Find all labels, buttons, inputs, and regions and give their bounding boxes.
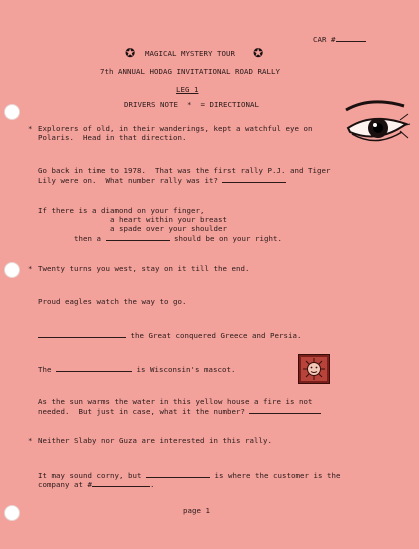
clue-5: Proud eagles watch the way to go. (38, 297, 187, 306)
answer-blank[interactable] (106, 233, 170, 241)
eye-icon (342, 98, 412, 156)
clue-3-line-4 (74, 233, 282, 243)
clue-2-line-1: Go back in time to 1978. That was the first rally P.J. and Tiger (38, 166, 331, 175)
car-number-blank[interactable] (336, 34, 366, 42)
car-number-label (313, 34, 366, 44)
page-subtitle: 7th ANNUAL HODAG INVITATIONAL ROAD RALLY (100, 67, 280, 76)
punch-hole-middle (4, 262, 20, 278)
clue-4: Twenty turns you west, stay on it till the end. (38, 264, 250, 273)
clue-8-line-1: As the sun warms the water in this yellow house a fire is not (38, 397, 313, 406)
page-title: MAGICAL MYSTERY TOUR (145, 49, 235, 58)
clue-10-line-2 (38, 479, 155, 489)
star-icon: ✪ (125, 42, 136, 62)
clue-6-text: the Great conquered Greece and Persia. (130, 331, 302, 340)
clue-7-text-a: The (38, 365, 52, 374)
drivers-note: DRIVERS NOTE * = DIRECTIONAL (124, 100, 259, 109)
clue-10-text-c: company at # (38, 480, 92, 489)
punch-hole-top (4, 104, 20, 120)
sun-stamp-icon (298, 354, 330, 384)
clue-8-line-2 (38, 406, 321, 416)
answer-blank[interactable] (222, 175, 286, 183)
clue-2-line-2 (38, 175, 286, 185)
clue-2-text: Lily were on. What number rally was it? (38, 176, 218, 185)
clue-1-line-1: Explorers of old, in their wanderings, kept a watchful eye on (38, 124, 313, 133)
directional-marker: * (28, 264, 33, 273)
star-icon: ✪ (253, 42, 264, 62)
clue-3-line-1: If there is a diamond on your finger, (38, 206, 205, 215)
leg-label: LEG 1 (176, 85, 199, 94)
clue-9: Neither Slaby nor Guza are interested in this rally. (38, 436, 272, 445)
punch-hole-bottom (4, 505, 20, 521)
clue-7 (38, 364, 236, 374)
clue-3-line-2: a heart within your breast (110, 215, 227, 224)
answer-blank[interactable] (249, 406, 321, 414)
clue-10-text-b: is where the customer is the (214, 471, 341, 480)
clue-10-text-d: . (150, 480, 155, 489)
answer-blank[interactable] (92, 479, 150, 487)
clue-3-line-3: a spade over your shoulder (110, 224, 227, 233)
clue-7-text-b: is Wisconsin's mascot. (136, 365, 236, 374)
answer-blank[interactable] (56, 364, 132, 372)
directional-marker: * (28, 124, 33, 133)
answer-blank[interactable] (38, 330, 126, 338)
clue-1-line-2: Polaris. Head in that direction. (38, 133, 187, 142)
clue-10-text-a: It may sound corny, but (38, 471, 142, 480)
clue-6 (38, 330, 301, 340)
car-label-text: CAR # (313, 35, 336, 44)
directional-marker: * (28, 436, 33, 445)
clue-3-text-a: then a (74, 234, 101, 243)
answer-blank[interactable] (146, 470, 210, 478)
clue-8-text: needed. But just in case, what it the number? (38, 407, 245, 416)
clue-3-text-b: should be on your right. (174, 234, 282, 243)
page-number: page 1 (183, 506, 210, 515)
